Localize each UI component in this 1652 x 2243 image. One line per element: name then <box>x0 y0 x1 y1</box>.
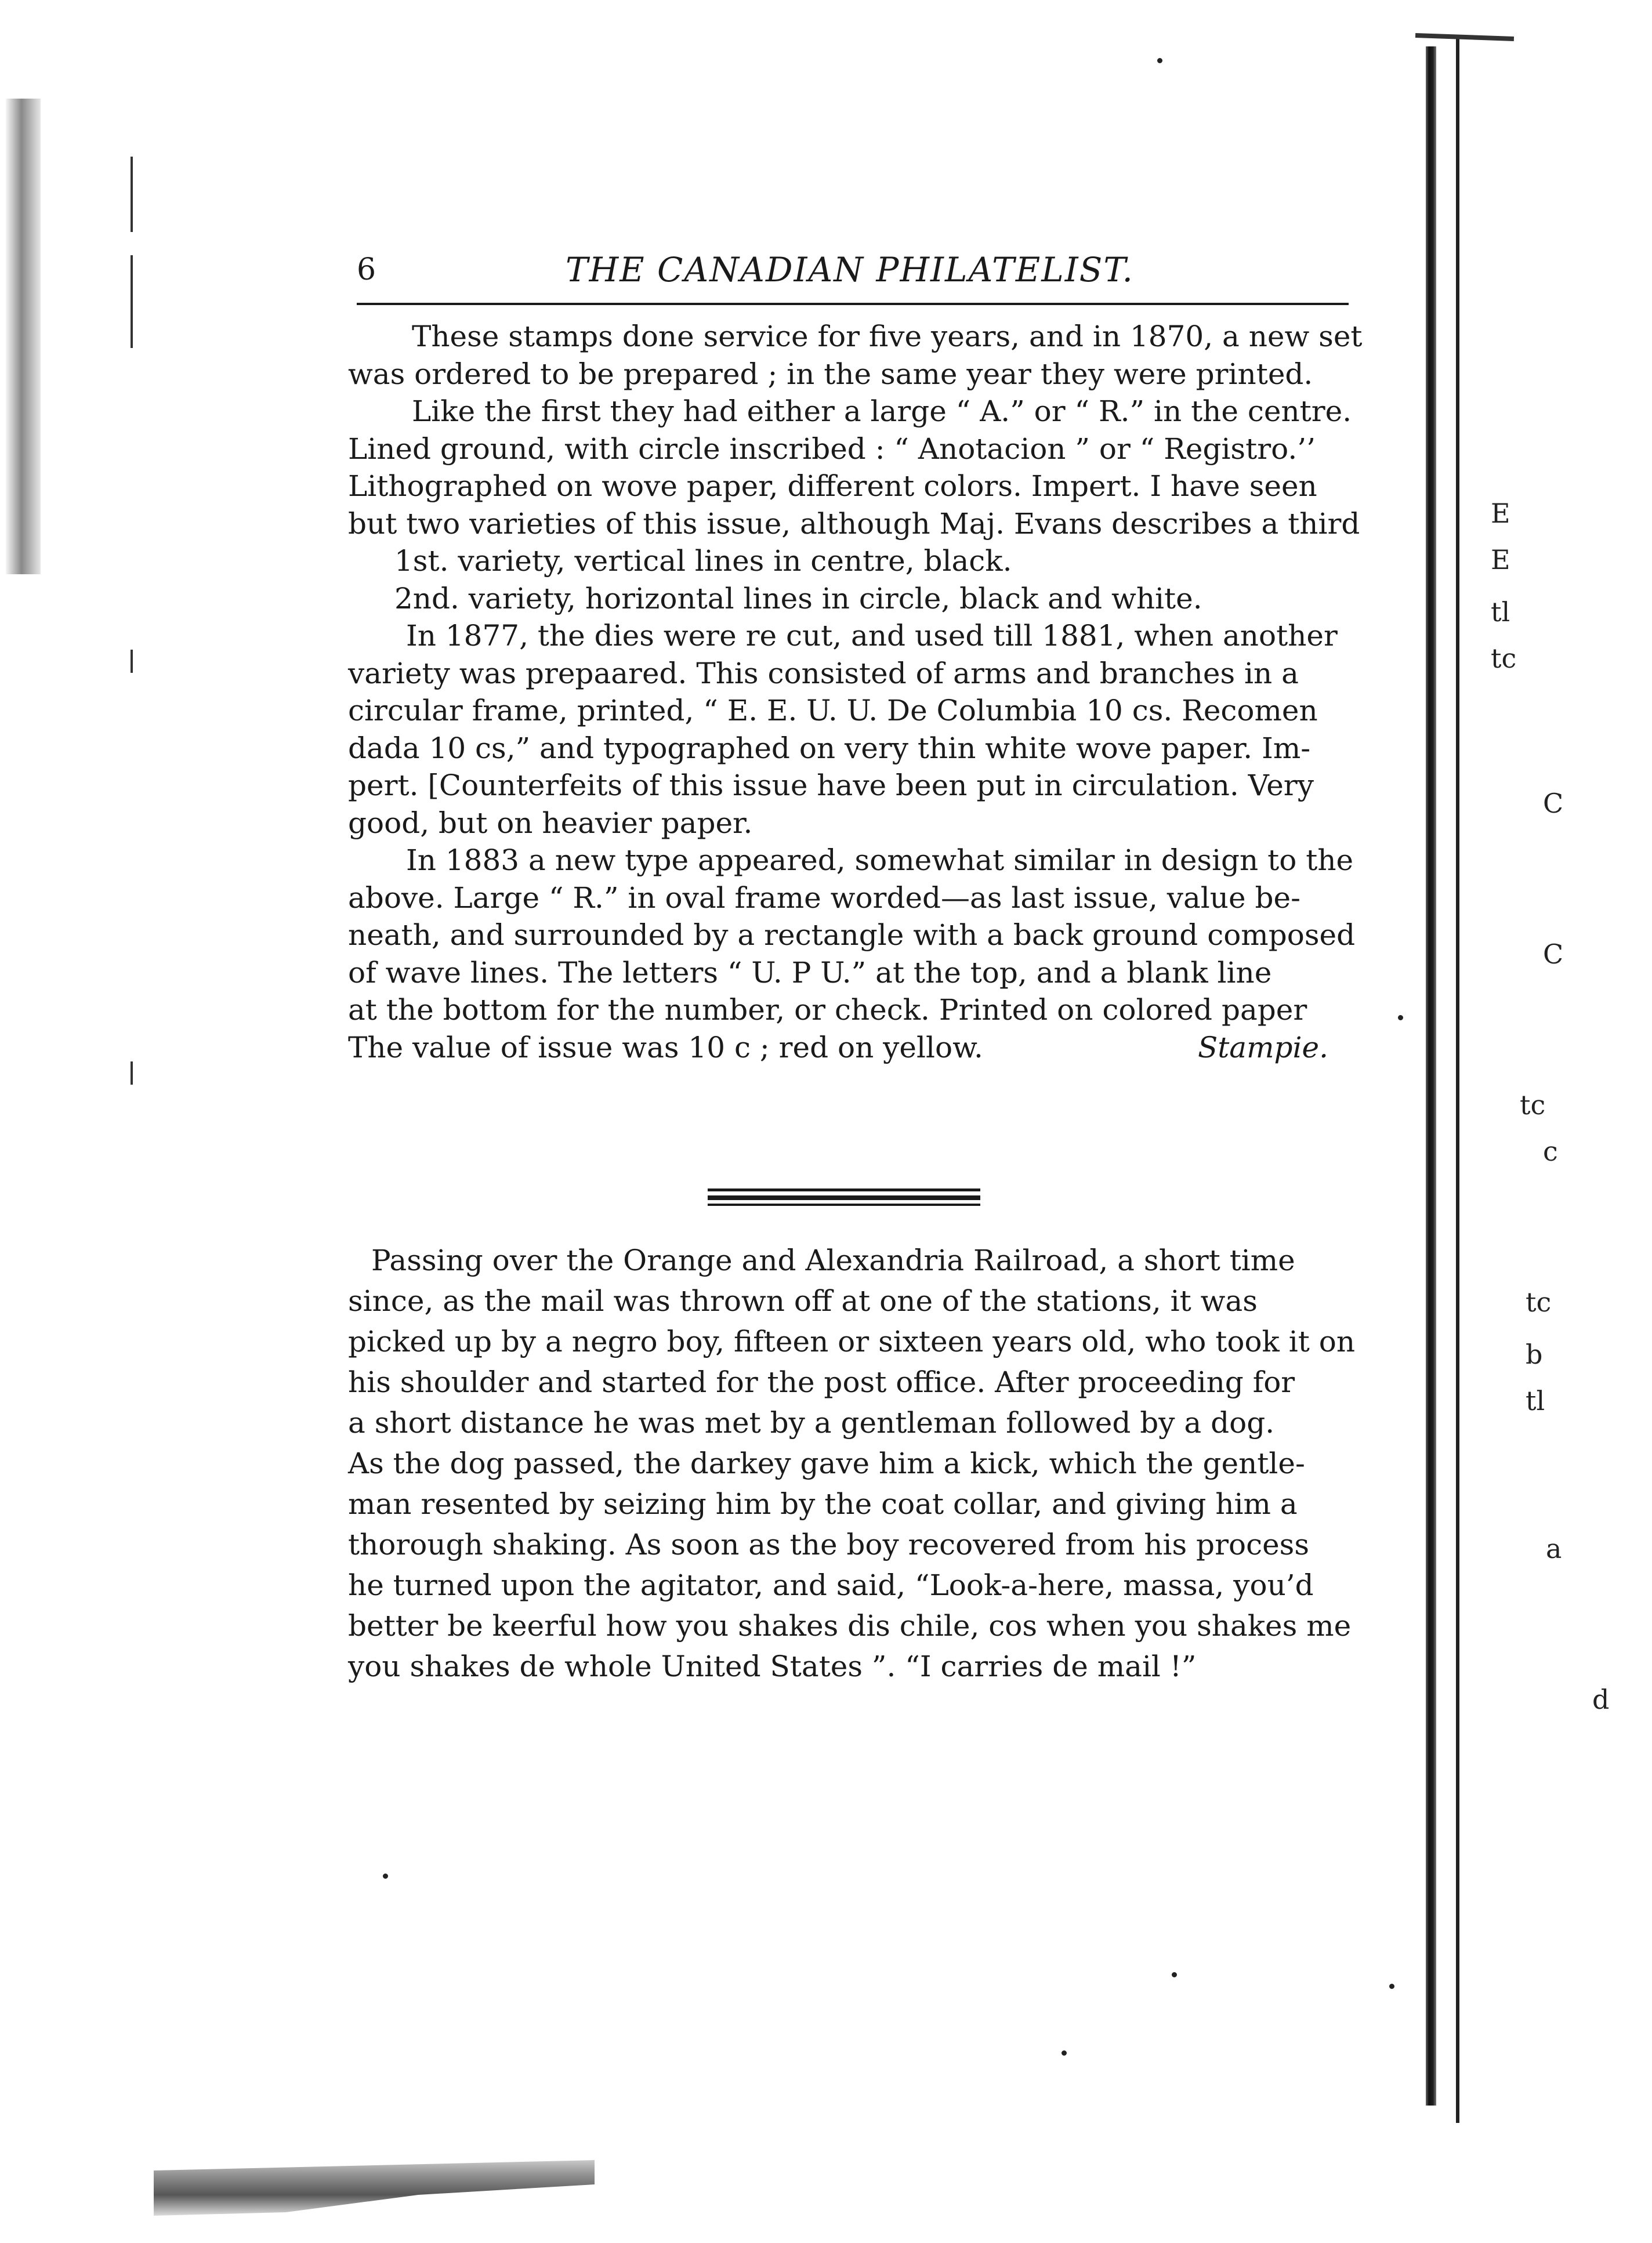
author-signature: Stampie. <box>1197 1030 1328 1064</box>
scan-edge-shadow <box>154 2146 595 2216</box>
scan-edge-shadow <box>6 99 41 574</box>
scan-speck <box>1172 1972 1177 1977</box>
facing-page-fragment: a <box>1546 1533 1562 1564</box>
scan-mark <box>131 1061 133 1085</box>
facing-page-fragment: C <box>1543 788 1564 819</box>
scan-speck <box>1389 1984 1394 1989</box>
text-line: pert. [Counterfeits of this issue have been put in circulation. Very <box>348 769 1314 802</box>
text-line: dada 10 cs,” and typographed on very thin white wove paper. Im- <box>348 731 1311 765</box>
text-line: man resented by seizing him by the coat collar, and giving him a <box>348 1487 1298 1521</box>
text-line: better be keerful how you shakes dis chile, cos when you shakes me <box>348 1609 1352 1643</box>
facing-page-fragment: d <box>1592 1684 1610 1715</box>
facing-page-fragment: E <box>1491 498 1510 529</box>
text-line: These stamps done service for five years, and in 1870, a new set <box>412 320 1363 353</box>
text-line: of wave lines. The letters “ U. P U.” at the top, and a blank line <box>348 955 1272 990</box>
scan-mark <box>131 650 133 673</box>
text-line: a short distance he was met by a gentleman followed by a dog. <box>348 1406 1275 1440</box>
text-line-with-signature <box>348 1029 1352 1067</box>
page-number: 6 <box>357 252 376 287</box>
article-stamp-history <box>348 318 1363 1066</box>
facing-page-fragment: E <box>1491 544 1510 575</box>
text-line: but two varieties of this issue, although Maj. Evans describes a third <box>348 506 1360 541</box>
facing-page-fragment: b <box>1526 1339 1543 1370</box>
text-line: 1st. variety, vertical lines in centre, black. <box>394 544 1012 578</box>
text-line: The value of issue was 10 c ; red on yellow. <box>348 1030 983 1064</box>
scan-speck <box>1157 58 1162 63</box>
text-line: at the bottom for the number, or check. Printed on colored paper <box>348 993 1307 1027</box>
facing-page-fragment: C <box>1543 938 1564 970</box>
text-line: he turned upon the agitator, and said, “Look-a-here, massa, you’d <box>348 1568 1314 1602</box>
text-line: In 1877, the dies were re cut, and used till 1881, when another <box>406 619 1338 653</box>
article-mail-anecdote <box>348 1240 1356 1687</box>
scan-mark <box>1415 33 1514 41</box>
text-line: variety was prepaared. This consisted of arms and branches in a <box>348 656 1299 690</box>
text-line: Like the first they had either a large “ A.” or “ R.” in the centre. <box>412 394 1352 428</box>
text-line: was ordered to be prepared ; in the same year they were printed. <box>348 357 1313 391</box>
facing-page-fragment: tc <box>1520 1089 1546 1121</box>
journal-title: THE CANADIAN PHILATELIST. <box>566 250 1134 289</box>
facing-page-fragment: tc <box>1491 643 1517 674</box>
facing-page-fragment: tc <box>1526 1287 1552 1318</box>
text-line: Lined ground, with circle inscribed : “ Anotacion ” or “ Registro.’’ <box>348 432 1316 466</box>
text-line: since, as the mail was thrown off at one of the stations, it was <box>348 1284 1258 1318</box>
text-line: thorough shaking. As soon as the boy recovered from his process <box>348 1528 1309 1561</box>
section-divider <box>708 1186 980 1209</box>
text-line: As the dog passed, the darkey gave him a kick, which the gentle- <box>348 1447 1305 1480</box>
text-line: neath, and surrounded by a rectangle with a back ground composed <box>348 918 1356 952</box>
facing-page-fragment: c <box>1543 1136 1558 1167</box>
binding-edge <box>1426 46 1436 2106</box>
text-line: Lithographed on wove paper, different colors. Impert. I have seen <box>348 469 1317 503</box>
text-line: 2nd. variety, horizontal lines in circle, black and white. <box>394 581 1202 615</box>
text-line: picked up by a negro boy, fifteen or sixteen years old, who took it on <box>348 1325 1356 1358</box>
binding-edge-line <box>1456 35 1459 2123</box>
text-line: his shoulder and started for the post office. After proceeding for <box>348 1365 1295 1399</box>
text-line: circular frame, printed, “ E. E. U. U. De Columbia 10 cs. Recomen <box>348 694 1318 727</box>
text-line: Passing over the Orange and Alexandria Railroad, a short time <box>371 1244 1295 1277</box>
scan-mark <box>131 157 133 232</box>
text-line: above. Large “ R.” in oval frame worded—as last issue, value be- <box>348 880 1300 915</box>
scan-speck <box>383 1874 388 1879</box>
header-rule <box>357 303 1349 305</box>
facing-page-fragment: tl <box>1491 596 1510 628</box>
running-head <box>357 244 1349 296</box>
text-line: you shakes de whole United States ”. “I carries de mail !” <box>348 1650 1197 1683</box>
scan-speck <box>1062 2050 1067 2056</box>
text-line: In 1883 a new type appeared, somewhat similar in design to the <box>406 843 1354 877</box>
text-line: good, but on heavier paper. <box>348 806 753 840</box>
scan-mark <box>131 255 133 348</box>
facing-page-fragment: tl <box>1526 1385 1545 1416</box>
scan-speck <box>1398 1015 1403 1020</box>
